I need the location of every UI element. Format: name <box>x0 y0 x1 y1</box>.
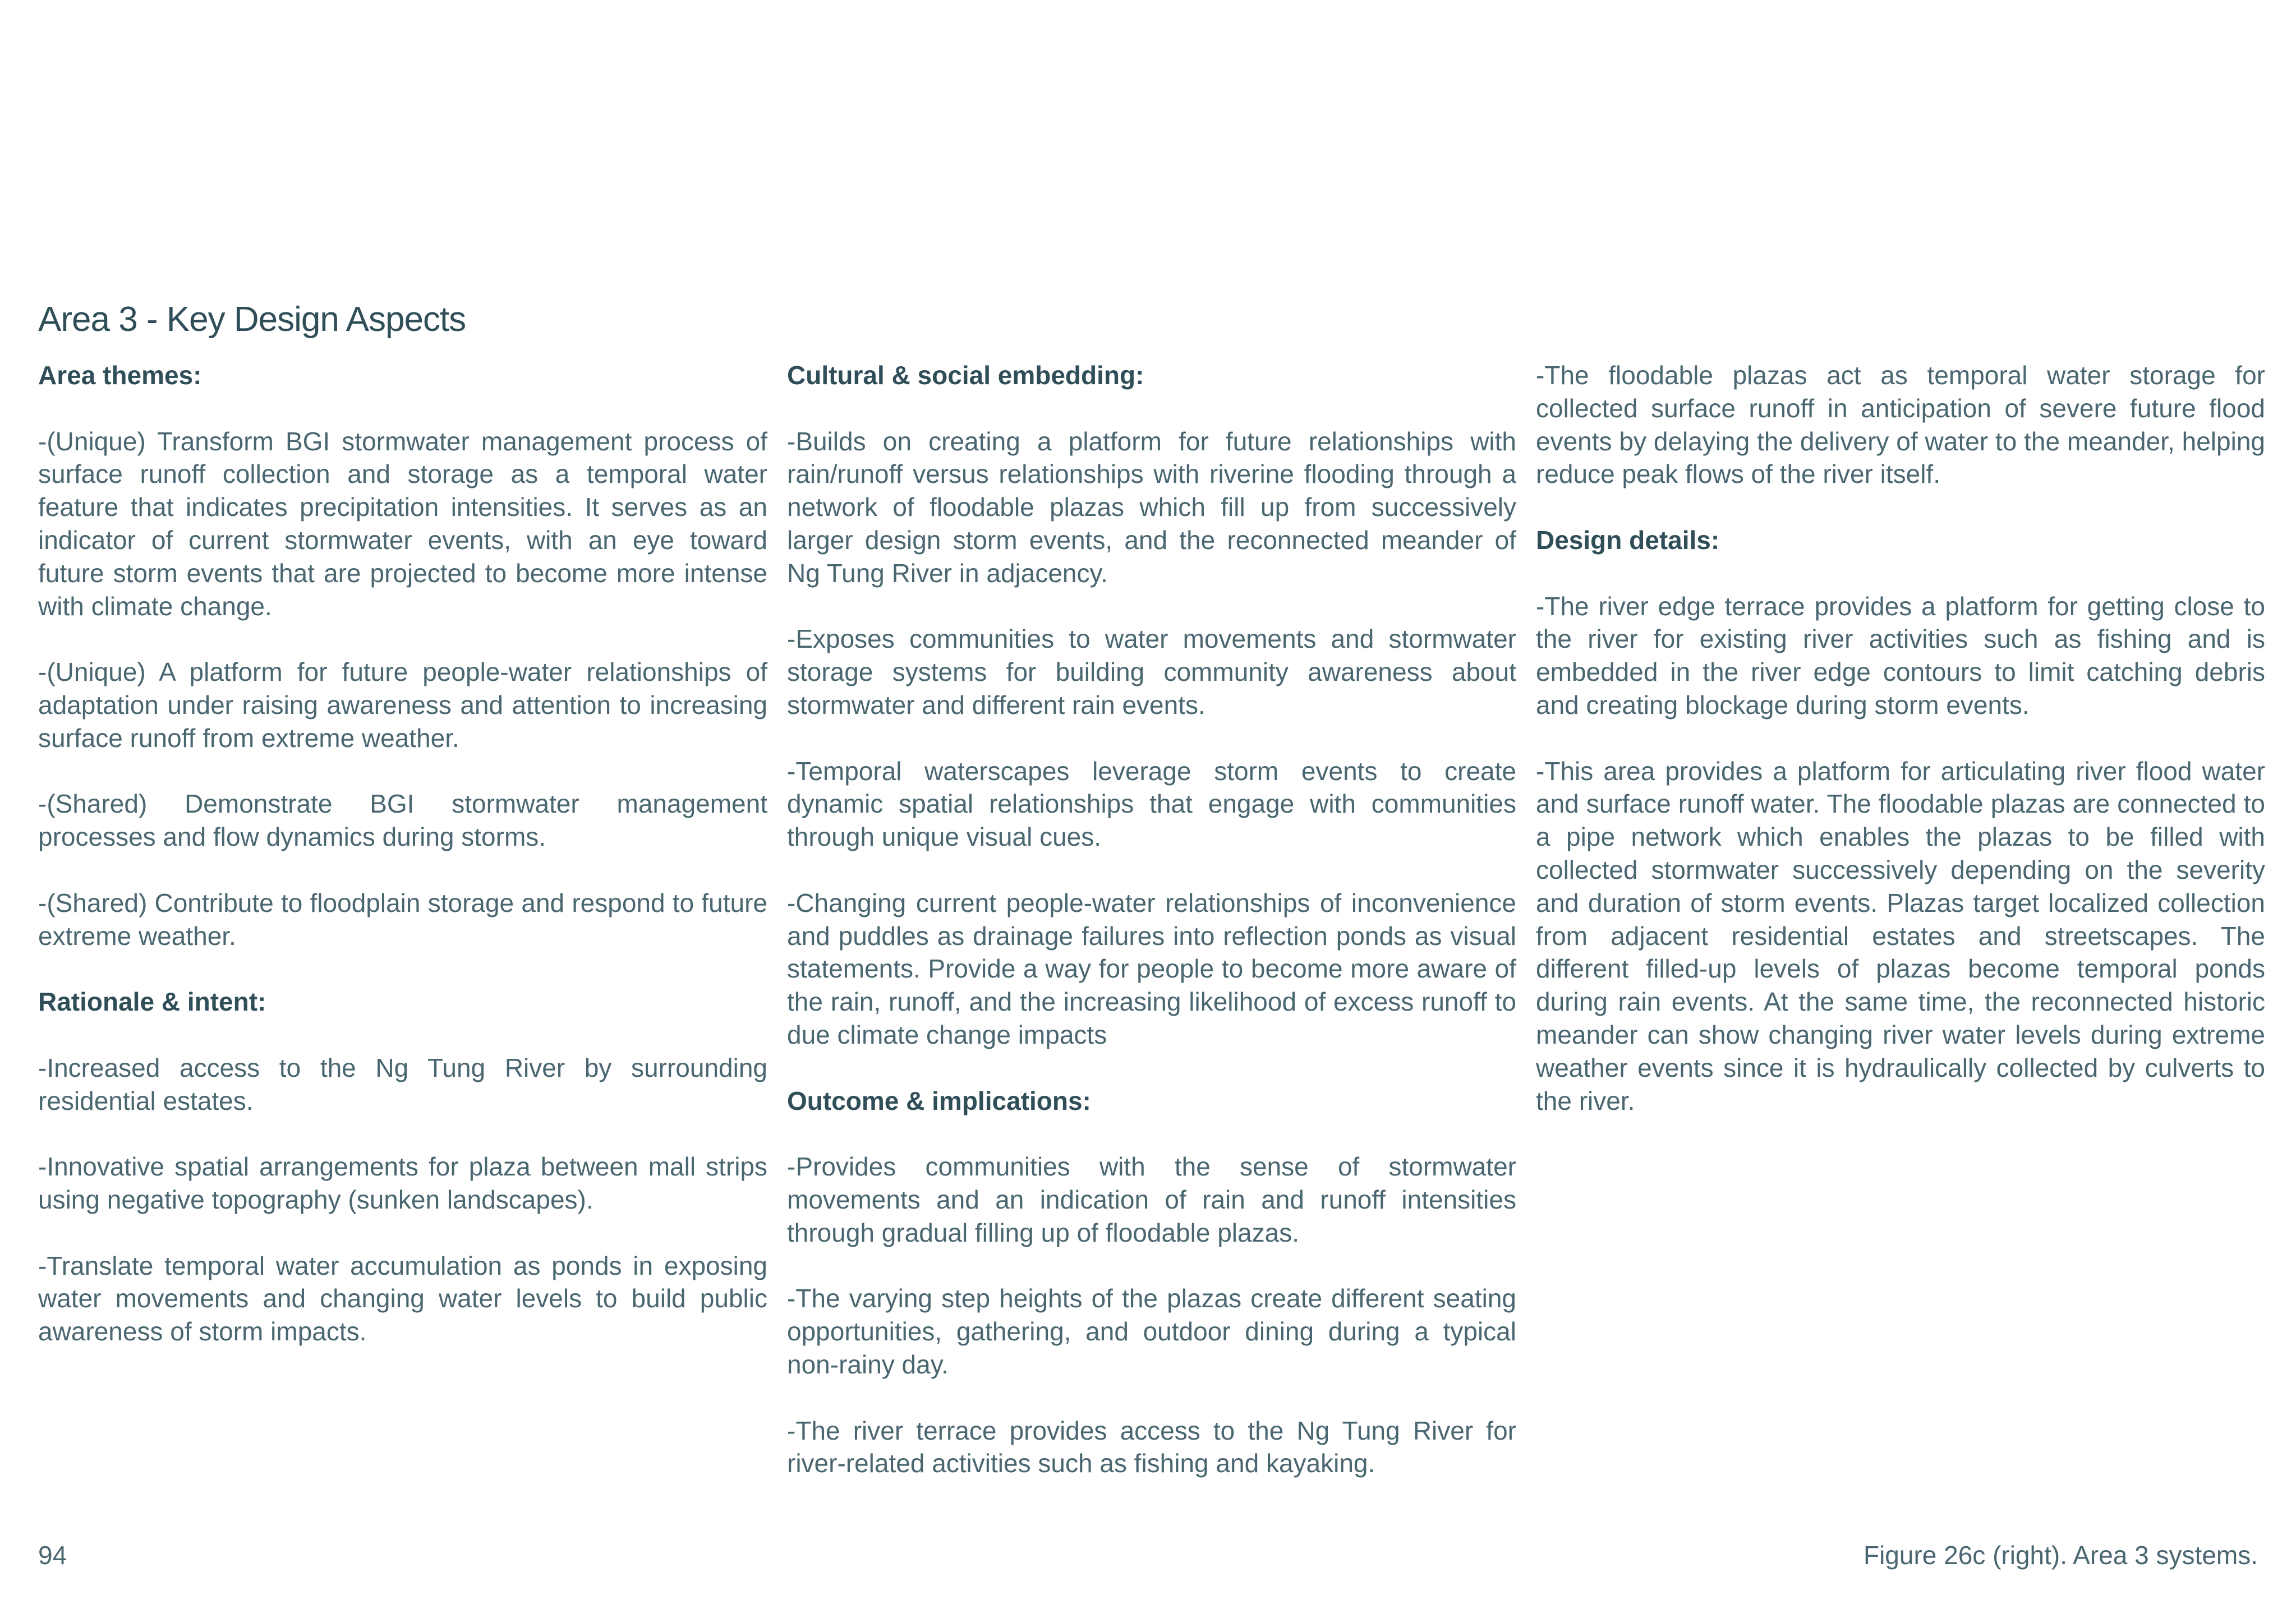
continued-paragraph: -The floodable plazas act as temporal water storage for collected surface runoff in anticipation of severe future flood events by delaying the delivery of water to the meander, helping reduce peak flows of the river itself. <box>1536 361 2265 489</box>
page-title: Area 3 - Key Design Aspects <box>38 299 466 339</box>
outcome-heading: Outcome & implications: <box>787 1086 1091 1115</box>
rationale-paragraph: -Translate temporal water accumulation as ponds in exposing water movements and changing water levels to build public awareness of storm impacts. <box>38 1251 767 1347</box>
rationale-paragraph: -Increased access to the Ng Tung River by surrounding residential estates. <box>38 1053 767 1115</box>
outcome-paragraph: -Provides communities with the sense of stormwater movements and an indication of rain and runoff intensities through gradual filling up of floodable plazas. <box>787 1152 1516 1247</box>
area-themes-paragraph: -(Unique) A platform for future people-water relationships of adaptation under raising awareness and attention to increasing surface runoff from extreme weather. <box>38 657 767 753</box>
cultural-paragraph: -Builds on creating a platform for future relationships with rain/runoff versus relationships with riverine flooding through a network of floodable plazas which fill up from successively larger design storm events, and the reconnected meander of Ng Tung River in adjacency. <box>787 426 1516 588</box>
design-details-paragraph: -The river edge terrace provides a platform for getting close to the river for existing river activities such as fishing and is embedded in the river edge contours to limit catching debris and creating blockage during storm events. <box>1536 591 2265 720</box>
cultural-paragraph: -Exposes communities to water movements and stormwater storage systems for building community awareness about stormwater and different rain events. <box>787 624 1516 720</box>
design-details-paragraph: -This area provides a platform for articulating river flood water and surface runoff water. The floodable plazas are connected to a pipe network which enables the plazas to be filled with collected stormwater successively depending on the severity and duration of storm events. Plazas target localized collection from adjacent residential estates and streetscapes. The different filled-up levels of plazas become temporal ponds during rain events. At the same time, the reconnected historic meander can show changing river water levels during extreme weather events since it is hydraulically collected by culverts to the river. <box>1536 756 2265 1115</box>
outcome-paragraph: -The varying step heights of the plazas create different seating opportunities, gathering, and outdoor dining during a typical non-rainy day. <box>787 1284 1516 1379</box>
column-right <box>1536 359 2265 1150</box>
area-themes-paragraph: -(Unique) Transform BGI stormwater management process of surface runoff collection and storage as a temporal water feature that indicates precipitation intensities. It serves as an indicator of current stormwater events, with an eye toward future storm events that are projected to become more intense with climate change. <box>38 426 767 621</box>
page-number: 94 <box>38 1541 67 1570</box>
area-themes-paragraph: -(Shared) Contribute to floodplain storage and respond to future extreme weather. <box>38 888 767 951</box>
cultural-paragraph: -Temporal waterscapes leverage storm events to create dynamic spatial relationships that engage with communities through unique visual cues. <box>787 756 1516 852</box>
cultural-paragraph: -Changing current people-water relationships of inconvenience and puddles as drainage failures into reflection ponds as visual statements. Provide a way for people to become more aware of the rain, runoff, and the increasing likelihood of excess runoff to due climate change impacts <box>787 888 1516 1049</box>
design-details-heading: Design details: <box>1536 525 1720 555</box>
rationale-paragraph: -Innovative spatial arrangements for plaza between mall strips using negative topography (sunken landscapes). <box>38 1152 767 1214</box>
rationale-heading: Rationale & intent: <box>38 987 266 1017</box>
area-themes-heading: Area themes: <box>38 361 202 390</box>
figure-caption: Figure 26c (right). Area 3 systems. <box>1863 1541 2258 1570</box>
area-themes-paragraph: -(Shared) Demonstrate BGI stormwater management processes and flow dynamics during storms. <box>38 789 767 852</box>
column-left <box>38 359 767 1381</box>
column-middle <box>787 359 1516 1513</box>
outcome-paragraph: -The river terrace provides access to the Ng Tung River for river-related activities such as fishing and kayaking. <box>787 1415 1516 1478</box>
cultural-heading: Cultural & social embedding: <box>787 361 1144 390</box>
